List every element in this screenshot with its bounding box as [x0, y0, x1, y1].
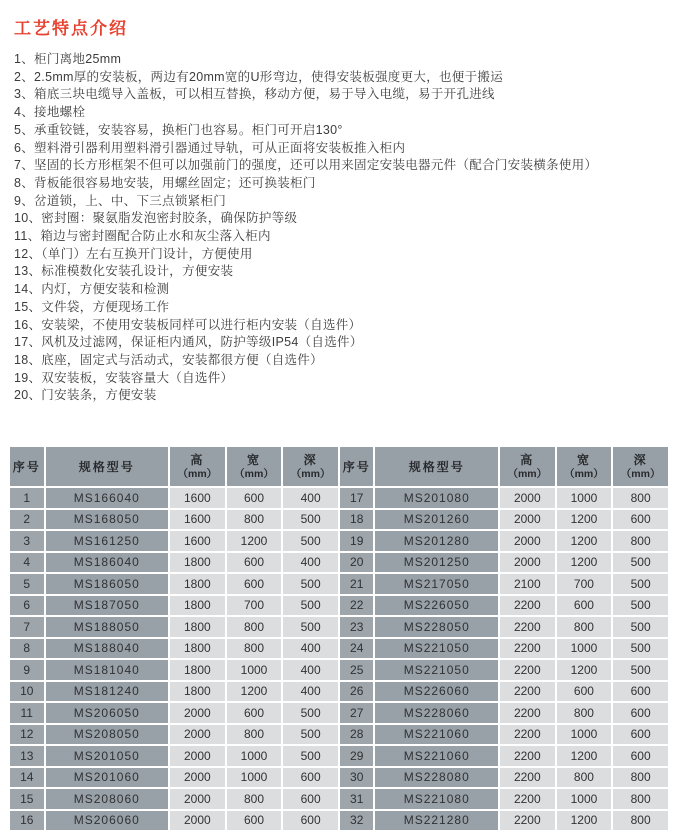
depth-cell: 800 [613, 789, 668, 809]
serial-cell: 18 [340, 510, 374, 530]
width-cell: 600 [227, 574, 282, 594]
height-cell: 2000 [500, 553, 555, 573]
feature-item: 8、背板能很容易地安装，用螺丝固定；还可换装柜门 [14, 175, 316, 190]
col-header-width-left [227, 447, 282, 486]
model-cell: MS221060 [375, 725, 498, 745]
width-cell: 800 [557, 768, 612, 788]
depth-cell: 500 [283, 725, 338, 745]
width-cell: 800 [557, 617, 612, 637]
serial-cell: 15 [10, 789, 44, 809]
depth-cell: 600 [613, 682, 668, 702]
table-row [10, 596, 668, 616]
header-unit-label: （mm） [177, 467, 218, 480]
width-cell: 1200 [557, 746, 612, 766]
height-cell: 2000 [170, 811, 225, 831]
serial-cell: 8 [10, 639, 44, 659]
model-cell: MS206050 [46, 703, 169, 723]
depth-cell: 400 [283, 639, 338, 659]
width-cell: 1000 [557, 639, 612, 659]
model-cell: MS186040 [46, 553, 169, 573]
depth-cell: 800 [613, 768, 668, 788]
depth-cell: 800 [613, 488, 668, 508]
height-cell: 1800 [170, 574, 225, 594]
height-cell: 1800 [170, 639, 225, 659]
feature-item: 11、箱边与密封圈配合防止水和灰尘落入柜内 [14, 229, 271, 244]
height-cell: 2100 [500, 574, 555, 594]
serial-cell: 29 [340, 746, 374, 766]
serial-cell: 27 [340, 703, 374, 723]
height-cell: 2200 [500, 768, 555, 788]
header-width-label: 宽 [246, 452, 261, 467]
width-cell: 1000 [557, 725, 612, 745]
height-cell: 1800 [170, 617, 225, 637]
depth-cell: 500 [283, 574, 338, 594]
depth-cell: 600 [613, 510, 668, 530]
width-cell: 800 [227, 789, 282, 809]
height-cell: 2000 [170, 746, 225, 766]
depth-cell: 500 [283, 617, 338, 637]
feature-item: 19、双安装板，安装容量大（自选件） [14, 370, 234, 385]
serial-cell: 21 [340, 574, 374, 594]
height-cell: 2200 [500, 617, 555, 637]
serial-cell: 9 [10, 660, 44, 680]
model-cell: MS161250 [46, 531, 169, 551]
depth-cell: 400 [283, 660, 338, 680]
col-header-width-right [557, 447, 612, 486]
model-cell: MS181240 [46, 682, 169, 702]
height-cell: 2000 [170, 725, 225, 745]
height-cell: 1800 [170, 553, 225, 573]
depth-cell: 400 [283, 553, 338, 573]
height-cell: 2200 [500, 682, 555, 702]
model-cell: MS187050 [46, 596, 169, 616]
height-cell: 2200 [500, 660, 555, 680]
width-cell: 1000 [557, 789, 612, 809]
feature-item: 18、底座，固定式与活动式，安装都很方便（自选件） [14, 352, 323, 367]
feature-item: 5、承重铰链，安装容易，换柜门也容易。柜门可开启130° [14, 122, 343, 137]
feature-item: 3、箱底三块电缆导入盖板，可以相互替换，移动方便，易于导入电缆，易于开孔进线 [14, 87, 495, 102]
width-cell: 600 [557, 682, 612, 702]
table-row [10, 768, 668, 788]
model-cell: MS166040 [46, 488, 169, 508]
depth-cell: 500 [283, 703, 338, 723]
serial-cell: 28 [340, 725, 374, 745]
col-header-serial-left: 序号 [10, 447, 44, 486]
width-cell: 1200 [557, 510, 612, 530]
col-header-depth-left [283, 447, 338, 486]
serial-cell: 14 [10, 768, 44, 788]
width-cell: 1000 [227, 768, 282, 788]
width-cell: 1200 [557, 531, 612, 551]
serial-cell: 16 [10, 811, 44, 831]
header-unit-label: （mm） [564, 467, 604, 480]
width-cell: 1200 [557, 553, 612, 573]
header-depth-label: 深 [633, 452, 648, 467]
height-cell: 2200 [500, 746, 555, 766]
model-cell: MS168050 [46, 510, 169, 530]
model-cell: MS228050 [375, 617, 498, 637]
depth-cell: 600 [283, 789, 338, 809]
width-cell: 700 [557, 574, 612, 594]
table-row [10, 574, 668, 594]
serial-cell: 20 [340, 553, 374, 573]
width-cell: 600 [557, 596, 612, 616]
height-cell: 2200 [500, 703, 555, 723]
features-section [0, 0, 675, 405]
header-unit-label: （mm） [507, 467, 548, 480]
model-cell: MS228080 [375, 768, 498, 788]
height-cell: 1600 [170, 510, 225, 530]
depth-cell: 500 [613, 639, 668, 659]
depth-cell: 600 [613, 703, 668, 723]
width-cell: 800 [557, 703, 612, 723]
table-row [10, 703, 668, 723]
depth-cell: 500 [283, 531, 338, 551]
depth-cell: 800 [613, 811, 668, 831]
depth-cell: 600 [613, 725, 668, 745]
model-cell: MS221280 [375, 811, 498, 831]
width-cell: 800 [227, 725, 282, 745]
depth-cell: 500 [613, 617, 668, 637]
serial-cell: 12 [10, 725, 44, 745]
spec-table-body [10, 488, 668, 830]
spec-table-section [0, 405, 675, 832]
feature-item: 2、2.5mm厚的安装板，两边有20mm宽的U形弯边，使得安装板强度更大，也便于搬运 [14, 69, 504, 84]
depth-cell: 500 [613, 553, 668, 573]
depth-cell: 500 [613, 596, 668, 616]
feature-item: 7、坚固的长方形框架不但可以加强前门的强度，还可以用来固定安装电器元件（配合门安装横条使用） [14, 158, 598, 173]
height-cell: 2200 [500, 811, 555, 831]
width-cell: 1000 [227, 746, 282, 766]
feature-item: 1、柜门离地25mm [14, 52, 122, 66]
depth-cell: 600 [283, 811, 338, 831]
height-cell: 1600 [170, 531, 225, 551]
model-cell: MS226060 [375, 682, 498, 702]
table-row [10, 746, 668, 766]
serial-cell: 1 [10, 488, 44, 508]
width-cell: 700 [227, 596, 282, 616]
table-row [10, 639, 668, 659]
header-height-label: 高 [190, 452, 205, 467]
width-cell: 600 [227, 811, 282, 831]
table-row [10, 531, 668, 551]
serial-cell: 6 [10, 596, 44, 616]
model-cell: MS188040 [46, 639, 169, 659]
height-cell: 1800 [170, 660, 225, 680]
serial-cell: 3 [10, 531, 44, 551]
height-cell: 2200 [500, 639, 555, 659]
height-cell: 1800 [170, 682, 225, 702]
table-row [10, 682, 668, 702]
table-row [10, 510, 668, 530]
width-cell: 600 [227, 553, 282, 573]
model-cell: MS221050 [375, 639, 498, 659]
model-cell: MS217050 [375, 574, 498, 594]
serial-cell: 32 [340, 811, 374, 831]
spec-table [8, 445, 670, 832]
depth-cell: 500 [283, 510, 338, 530]
height-cell: 2200 [500, 725, 555, 745]
height-cell: 2000 [500, 510, 555, 530]
table-row [10, 811, 668, 831]
col-header-height-left [170, 447, 225, 486]
height-cell: 1800 [170, 596, 225, 616]
depth-cell: 400 [283, 488, 338, 508]
header-height-label: 高 [520, 452, 535, 467]
depth-cell: 400 [283, 682, 338, 702]
serial-cell: 11 [10, 703, 44, 723]
feature-item: 12、（单门）左右互换开门设计，方便使用 [14, 246, 253, 261]
height-cell: 2000 [500, 488, 555, 508]
model-cell: MS186050 [46, 574, 169, 594]
model-cell: MS188050 [46, 617, 169, 637]
table-row [10, 789, 668, 809]
depth-cell: 500 [613, 574, 668, 594]
col-header-height-right [500, 447, 555, 486]
header-width-label: 宽 [576, 452, 591, 467]
header-unit-label: （mm） [290, 467, 331, 480]
serial-cell: 10 [10, 682, 44, 702]
header-row [10, 447, 668, 486]
model-cell: MS181040 [46, 660, 169, 680]
table-row [10, 488, 668, 508]
serial-cell: 23 [340, 617, 374, 637]
table-row [10, 553, 668, 573]
model-cell: MS201060 [46, 768, 169, 788]
model-cell: MS206060 [46, 811, 169, 831]
col-header-model-left: 规格型号 [46, 447, 169, 486]
depth-cell: 600 [283, 768, 338, 788]
col-header-serial-right: 序号 [340, 447, 374, 486]
serial-cell: 5 [10, 574, 44, 594]
height-cell: 2000 [170, 703, 225, 723]
depth-cell: 500 [283, 746, 338, 766]
width-cell: 800 [227, 510, 282, 530]
width-cell: 1200 [557, 660, 612, 680]
width-cell: 1000 [557, 488, 612, 508]
spec-table-header [10, 447, 668, 486]
width-cell: 1200 [227, 682, 282, 702]
height-cell: 2000 [170, 789, 225, 809]
height-cell: 2000 [170, 768, 225, 788]
page-title: 工艺特点介绍 [14, 19, 128, 38]
feature-item: 15、文件袋，方便现场工作 [14, 299, 170, 314]
serial-cell: 7 [10, 617, 44, 637]
feature-item: 9、岔道锁，上、中、下三点锁紧柜门 [14, 193, 227, 208]
model-cell: MS201050 [46, 746, 169, 766]
model-cell: MS221060 [375, 746, 498, 766]
height-cell: 2000 [500, 531, 555, 551]
height-cell: 1600 [170, 488, 225, 508]
model-cell: MS208060 [46, 789, 169, 809]
serial-cell: 24 [340, 639, 374, 659]
depth-cell: 800 [613, 531, 668, 551]
width-cell: 1200 [557, 811, 612, 831]
feature-item: 17、风机及过滤网，保证柜内通风，防护等级IP54（自选件） [14, 335, 363, 350]
height-cell: 2200 [500, 789, 555, 809]
serial-cell: 13 [10, 746, 44, 766]
depth-cell: 600 [613, 746, 668, 766]
table-row [10, 725, 668, 745]
depth-cell: 500 [613, 660, 668, 680]
model-cell: MS226050 [375, 596, 498, 616]
model-cell: MS201260 [375, 510, 498, 530]
serial-cell: 26 [340, 682, 374, 702]
model-cell: MS208050 [46, 725, 169, 745]
serial-cell: 2 [10, 510, 44, 530]
feature-item: 13、标准模数化安装孔设计，方便安装 [14, 264, 234, 279]
width-cell: 800 [227, 617, 282, 637]
serial-cell: 17 [340, 488, 374, 508]
feature-item: 6、塑料滑引器利用塑料滑引器通过导轨，可从正面将安装板推入柜内 [14, 140, 406, 155]
height-cell: 2200 [500, 596, 555, 616]
model-cell: MS201280 [375, 531, 498, 551]
serial-cell: 25 [340, 660, 374, 680]
serial-cell: 22 [340, 596, 374, 616]
col-header-depth-right [613, 447, 668, 486]
header-depth-label: 深 [303, 452, 318, 467]
header-unit-label: （mm） [620, 467, 661, 480]
model-cell: MS201250 [375, 553, 498, 573]
model-cell: MS228060 [375, 703, 498, 723]
width-cell: 800 [227, 639, 282, 659]
feature-item: 14、内灯，方便安装和检测 [14, 282, 170, 297]
model-cell: MS221050 [375, 660, 498, 680]
width-cell: 1200 [227, 531, 282, 551]
feature-item: 20、门安装条，方便安装 [14, 388, 157, 403]
serial-cell: 30 [340, 768, 374, 788]
table-row [10, 617, 668, 637]
header-unit-label: （mm） [234, 467, 274, 480]
model-cell: MS201080 [375, 488, 498, 508]
feature-item: 4、接地螺栓 [14, 105, 86, 120]
model-cell: MS221080 [375, 789, 498, 809]
serial-cell: 19 [340, 531, 374, 551]
width-cell: 600 [227, 488, 282, 508]
feature-item: 10、密封圈：聚氨脂发泡密封胶条，确保防护等级 [14, 211, 298, 226]
depth-cell: 500 [283, 596, 338, 616]
table-row [10, 660, 668, 680]
feature-item: 16、安装梁，不使用安装板同样可以进行柜内安装（自选件） [14, 317, 362, 332]
serial-cell: 4 [10, 553, 44, 573]
features-list [14, 51, 667, 405]
col-header-model-right: 规格型号 [375, 447, 498, 486]
width-cell: 600 [227, 703, 282, 723]
serial-cell: 31 [340, 789, 374, 809]
width-cell: 1000 [227, 660, 282, 680]
